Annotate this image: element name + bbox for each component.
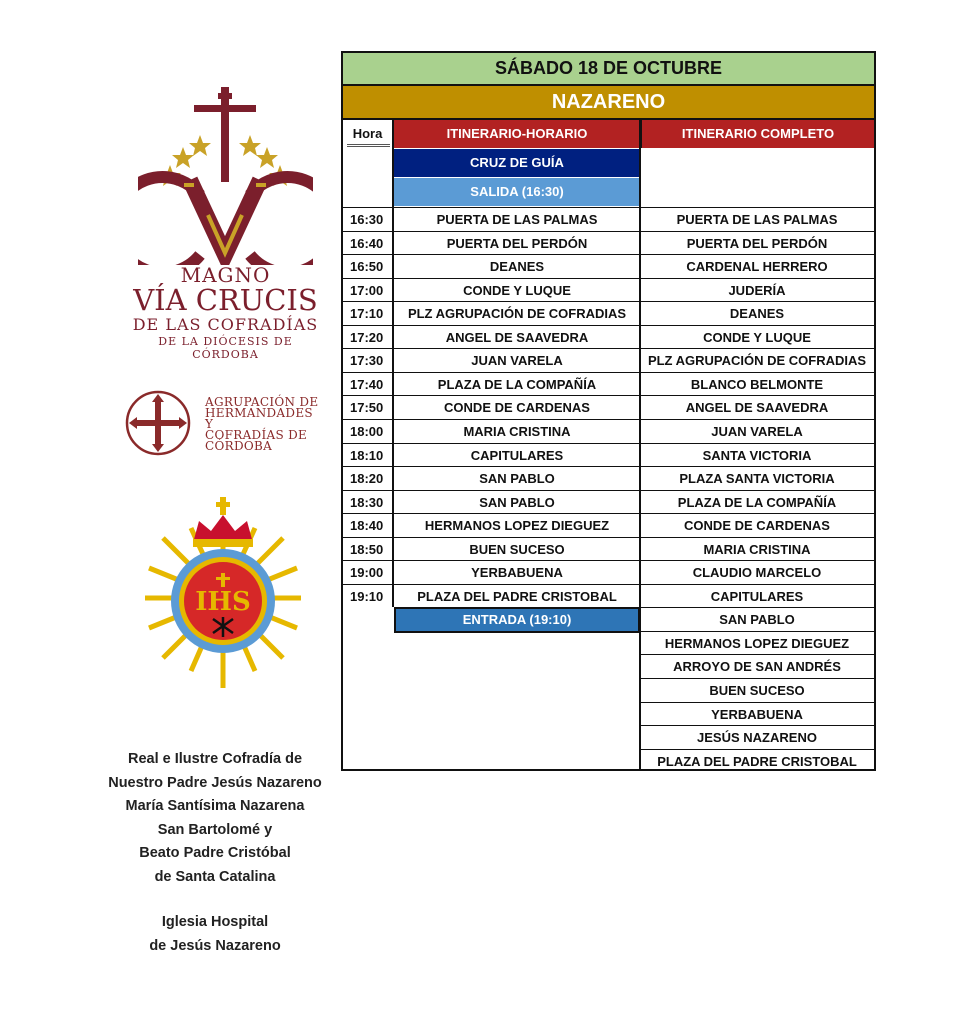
hora-cell: 17:10 xyxy=(343,301,394,325)
agrupacion-cross-icon xyxy=(123,388,193,458)
itinerario-horario-cell: CONDE DE CARDENAS xyxy=(394,395,640,419)
itinerario-horario-cell: DEANES xyxy=(394,254,640,278)
cofradia-emblem xyxy=(143,493,303,693)
itinerario-completo-cell: SANTA VICTORIA xyxy=(640,443,874,467)
via-crucis-diocese: DE LA DIÓCESIS DE CÓRDOBA xyxy=(158,335,293,361)
itinerario-completo-cell: CONDE DE CARDENAS xyxy=(640,513,874,537)
itinerario-completo-cell: SAN PABLO xyxy=(640,607,874,631)
hora-cell: 18:00 xyxy=(343,419,394,443)
itinerario-completo-cell: ANGEL DE SAAVEDRA xyxy=(640,395,874,419)
schedule-cofradia-name: NAZARENO xyxy=(343,86,874,120)
itinerario-horario-cell: PUERTA DEL PERDÓN xyxy=(394,231,640,255)
iglesia-line: de Jesús Nazareno xyxy=(149,937,281,954)
via-crucis-subtitle: DE LAS COFRADÍAS xyxy=(132,315,319,334)
hora-cell: 16:40 xyxy=(343,231,394,255)
salida-cell: SALIDA (16:30) xyxy=(394,178,640,206)
itinerario-horario-cell: HERMANOS LOPEZ DIEGUEZ xyxy=(394,513,640,537)
agrupacion-line: HERMANDADES Y xyxy=(205,406,313,431)
cofradia-line: Nuestro Padre Jesús Nazareno xyxy=(108,774,322,791)
itinerario-horario-cell: CONDE Y LUQUE xyxy=(394,278,640,302)
itinerario-horario-cell: MARIA CRISTINA xyxy=(394,419,640,443)
hora-cell: 16:50 xyxy=(343,254,394,278)
cofradia-name xyxy=(100,748,330,889)
itinerario-horario-cell: PUERTA DE LAS PALMAS xyxy=(394,207,640,231)
itinerario-completo-cell: CAPITULARES xyxy=(640,584,874,608)
header-hora: Hora xyxy=(343,120,392,148)
itinerario-completo-cell: PUERTA DE LAS PALMAS xyxy=(640,207,874,231)
itinerario-completo-cell: HERMANOS LOPEZ DIEGUEZ xyxy=(640,631,874,655)
cofradia-line: San Bartolomé y xyxy=(157,821,273,838)
itinerario-completo-cell: YERBABUENA xyxy=(640,702,874,726)
column-divider xyxy=(392,120,394,607)
hora-cell: 18:10 xyxy=(343,443,394,467)
header-itinerario-completo: ITINERARIO COMPLETO xyxy=(640,120,874,148)
header-itinerario-horario: ITINERARIO-HORARIO xyxy=(394,120,640,148)
itinerario-horario-cell: ANGEL DE SAAVEDRA xyxy=(394,325,640,349)
itinerario-completo-cell: ARROYO DE SAN ANDRÉS xyxy=(640,654,874,678)
hora-cell: 16:30 xyxy=(343,207,394,231)
itinerario-horario-cell: PLZ AGRUPACIÓN DE COFRADIAS xyxy=(394,301,640,325)
hora-cell: 17:30 xyxy=(343,348,394,372)
cofradia-line: Real e Ilustre Cofradía de xyxy=(127,751,303,767)
itinerario-horario-cell: SAN PABLO xyxy=(394,490,640,514)
via-crucis-magno: MAGNO xyxy=(180,263,271,287)
itinerario-completo-cell: JESÚS NAZARENO xyxy=(640,725,874,749)
hora-cell: 18:30 xyxy=(343,490,394,514)
cofradia-line: Beato Padre Cristóbal xyxy=(139,845,291,861)
itinerario-horario-cell: CAPITULARES xyxy=(394,443,640,467)
hora-cell: 19:10 xyxy=(343,584,394,608)
agrupacion-logo xyxy=(123,388,323,458)
cofradia-line: de Santa Catalina xyxy=(154,868,276,885)
itinerario-completo-cell: DEANES xyxy=(640,301,874,325)
hora-cell: 17:50 xyxy=(343,395,394,419)
itinerario-completo-cell: BUEN SUCESO xyxy=(640,678,874,702)
itinerario-horario-cell: JUAN VARELA xyxy=(394,348,640,372)
hora-cell: 18:20 xyxy=(343,466,394,490)
agrupacion-text xyxy=(205,397,323,452)
column-divider xyxy=(639,120,641,769)
hora-cell: 18:40 xyxy=(343,513,394,537)
agrupacion-line: AGRUPACIÓN DE xyxy=(205,395,319,409)
itinerario-horario-cell: PLAZA DEL PADRE CRISTOBAL xyxy=(394,584,640,608)
iglesia-name xyxy=(100,911,330,958)
via-crucis-logo xyxy=(128,85,323,361)
itinerario-completo-cell: MARIA CRISTINA xyxy=(640,537,874,561)
entrada-cell: ENTRADA (19:10) xyxy=(394,607,640,633)
itinerario-horario-cell: PLAZA DE LA COMPAÑÍA xyxy=(394,372,640,396)
via-crucis-title: VÍA CRUCIS xyxy=(133,283,318,317)
itinerario-horario-cell: BUEN SUCESO xyxy=(394,537,640,561)
ihs-sunburst-icon xyxy=(143,493,303,693)
itinerario-completo-cell: PLAZA SANTA VICTORIA xyxy=(640,466,874,490)
schedule-table xyxy=(341,51,876,771)
cruz-de-guia-cell: CRUZ DE GUÍA xyxy=(394,149,640,177)
hora-cell: 17:00 xyxy=(343,278,394,302)
hora-cell: 17:40 xyxy=(343,372,394,396)
itinerario-completo-cell: CONDE Y LUQUE xyxy=(640,325,874,349)
iglesia-line: Iglesia Hospital xyxy=(161,914,269,930)
hora-cell: 19:00 xyxy=(343,560,394,584)
itinerario-completo-cell: JUAN VARELA xyxy=(640,419,874,443)
ihs-letters: IHS xyxy=(195,587,251,617)
cofradia-line: María Santísima Nazarena xyxy=(125,798,305,814)
itinerario-horario-cell: YERBABUENA xyxy=(394,560,640,584)
agrupacion-line: CÓRDOBA xyxy=(205,439,273,453)
itinerario-completo-cell: PLAZA DEL PADRE CRISTOBAL xyxy=(640,749,874,773)
itinerario-completo-cell: JUDERÍA xyxy=(640,278,874,302)
itinerario-completo-cell: PUERTA DEL PERDÓN xyxy=(640,231,874,255)
itinerario-completo-cell: PLAZA DE LA COMPAÑÍA xyxy=(640,490,874,514)
hora-cell: 18:50 xyxy=(343,537,394,561)
itinerario-horario-cell: SAN PABLO xyxy=(394,466,640,490)
itinerario-completo-cell: BLANCO BELMONTE xyxy=(640,372,874,396)
agrupacion-line: COFRADÍAS DE xyxy=(205,428,308,442)
via-crucis-emblem-icon xyxy=(138,85,313,265)
hora-cell: 17:20 xyxy=(343,325,394,349)
schedule-date: SÁBADO 18 DE OCTUBRE xyxy=(343,53,874,86)
itinerario-completo-cell: CLAUDIO MARCELO xyxy=(640,560,874,584)
itinerario-completo-cell: CARDENAL HERRERO xyxy=(640,254,874,278)
itinerario-completo-cell: PLZ AGRUPACIÓN DE COFRADIAS xyxy=(640,348,874,372)
